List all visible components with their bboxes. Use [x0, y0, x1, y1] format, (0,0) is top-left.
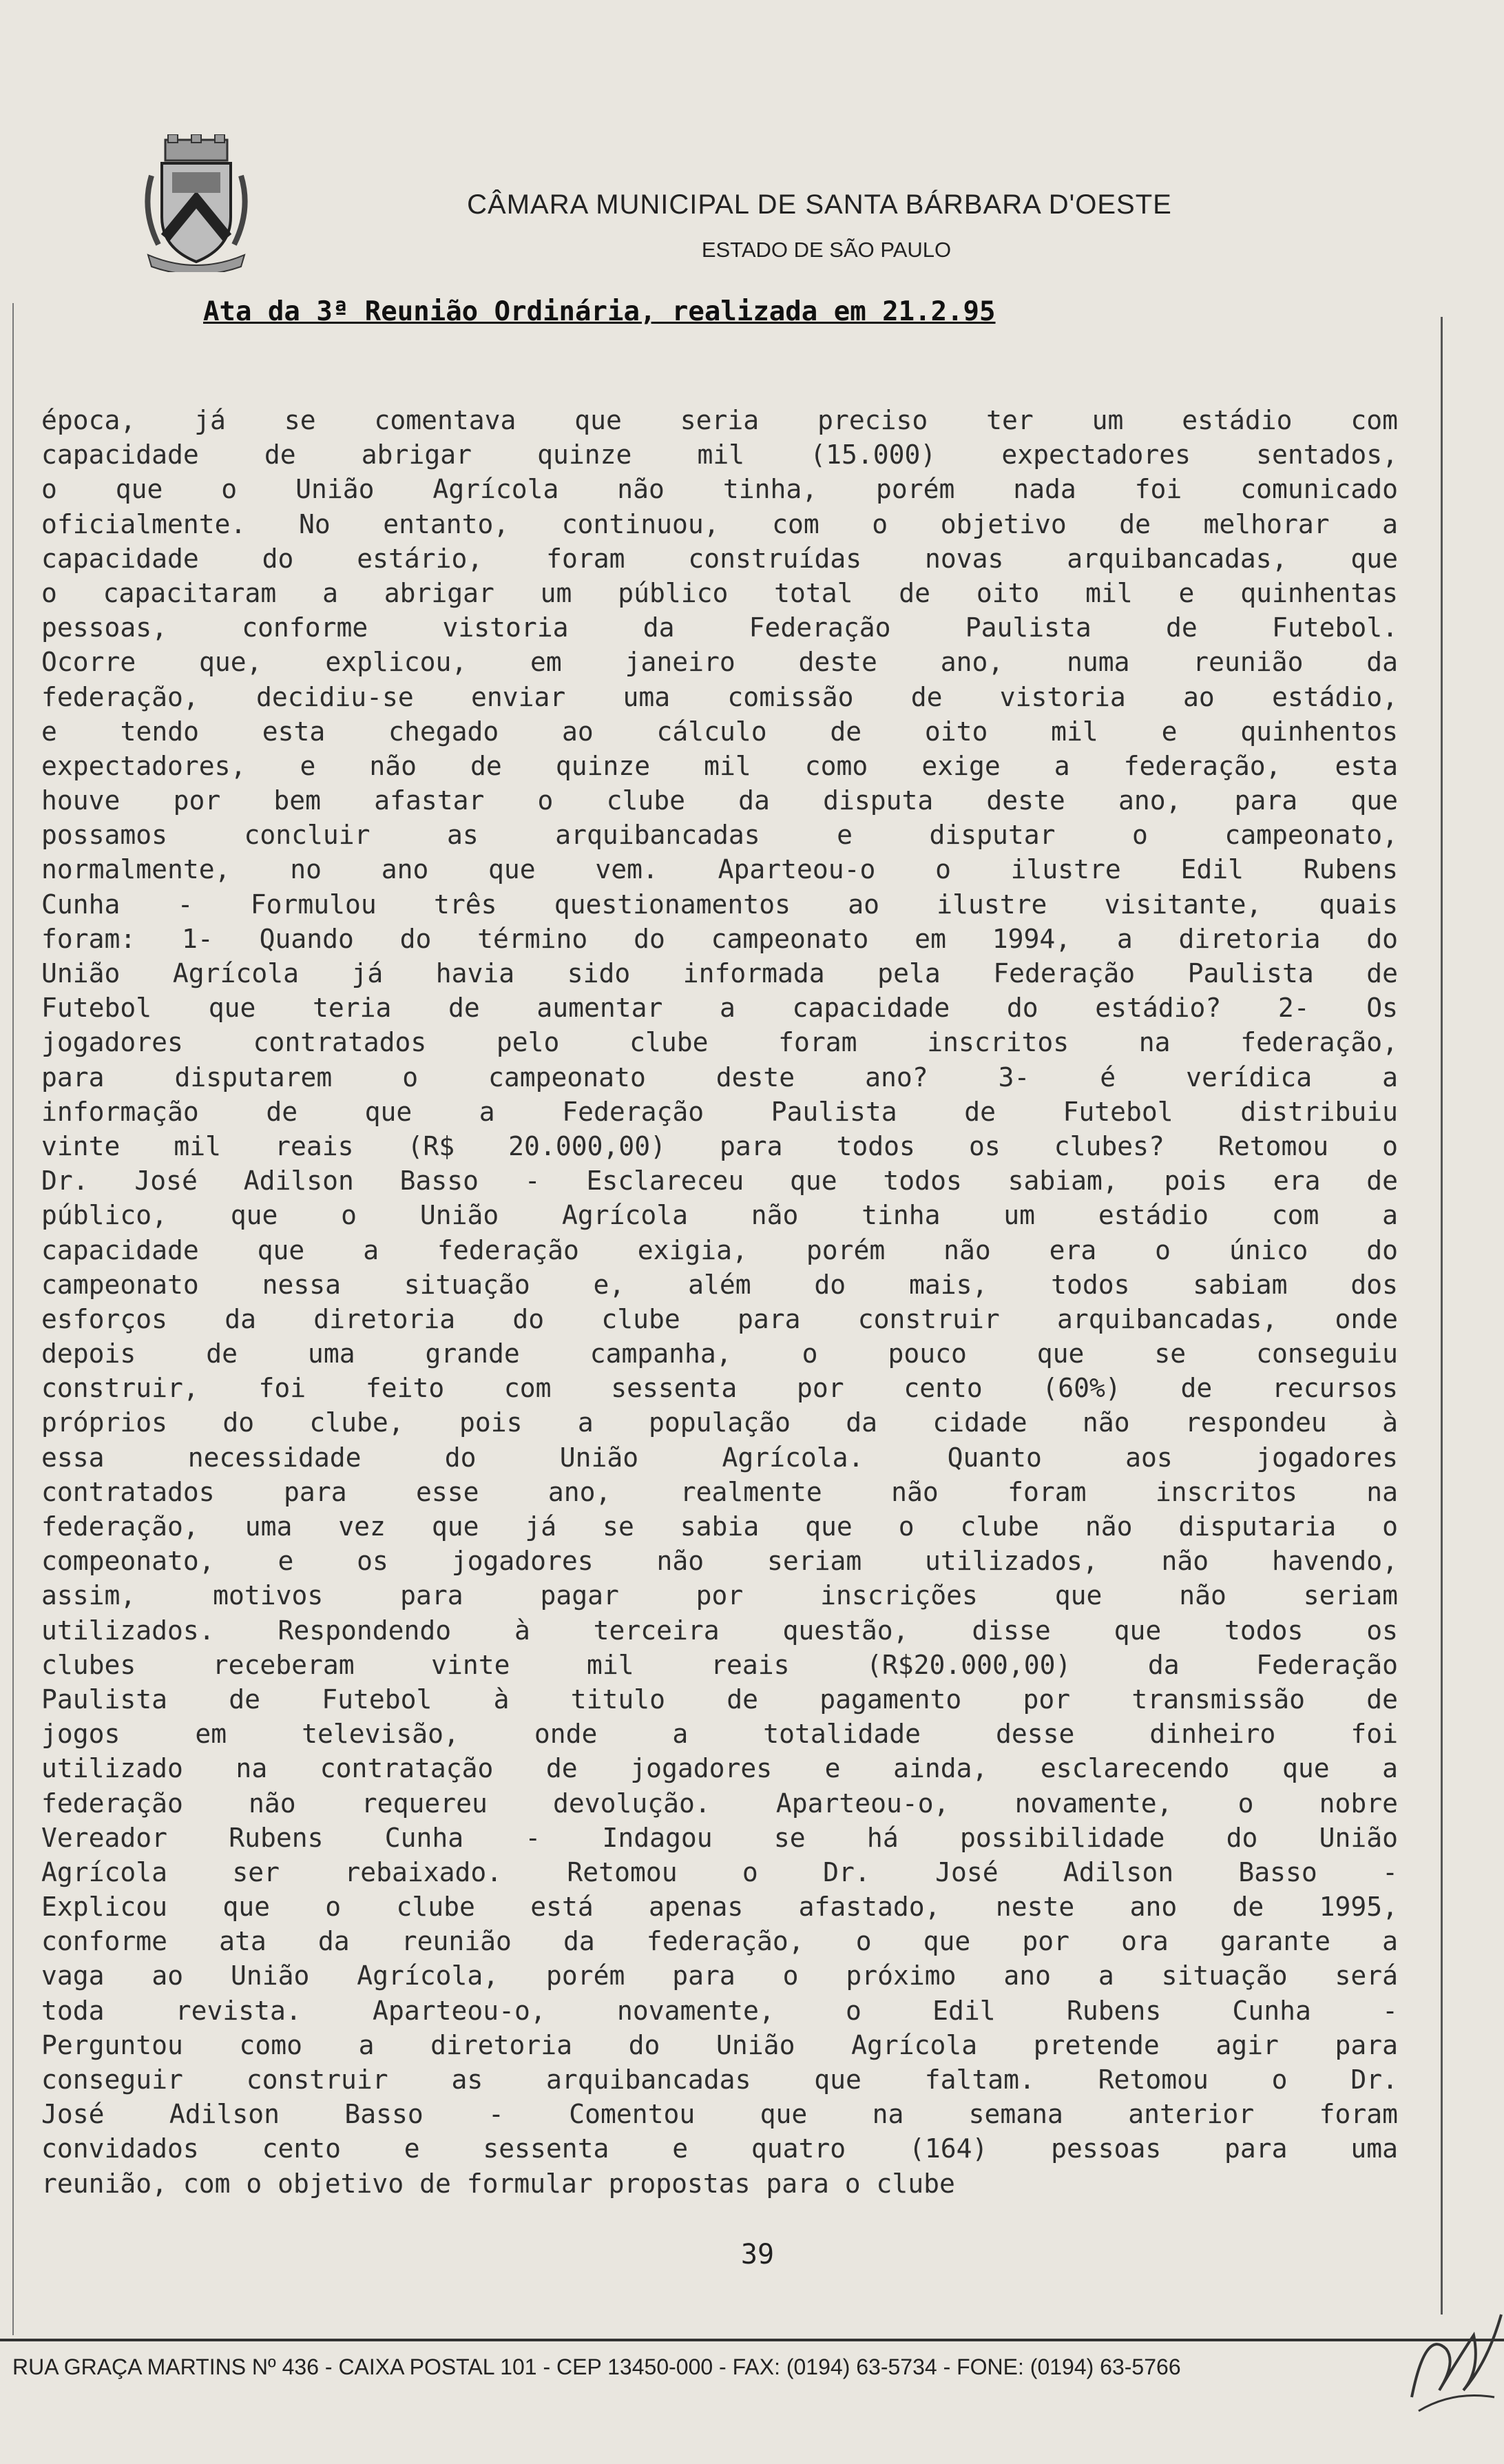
body-line: convidados cento e sessenta e quatro (164) pessoas para uma [41, 2133, 1398, 2164]
municipal-coat-of-arms [138, 134, 255, 272]
body-line: reunião, com o objetivo de formular propostas para o clube [41, 2168, 955, 2199]
body-line: essa necessidade do União Agrícola. Quanto aos jogadores [41, 1442, 1398, 1473]
body-line: houve por bem afastar o clube da disputa deste ano, para que [41, 785, 1398, 816]
body-line: o capacitaram a abrigar um público total de oito mil e quinhentas [41, 577, 1398, 608]
footer-rule [0, 2339, 1504, 2341]
body-line: campeonato nessa situação e, além do mais, todos sabiam dos [41, 1269, 1398, 1300]
minutes-body [41, 403, 1398, 2201]
body-line: oficialmente. No entanto, continuou, com o objetivo de melhorar a [41, 508, 1398, 539]
body-line: capacidade que a federação exigia, porém não era o único do [41, 1234, 1398, 1265]
body-line: conforme ata da reunião da federação, o que por ora garante a [41, 1926, 1398, 1957]
body-line: vinte mil reais (R$ 20.000,00) para todos os clubes? Retomou o [41, 1130, 1398, 1161]
document-title: Ata da 3ª Reunião Ordinária, realizada em 21.2.95 [203, 296, 996, 327]
body-line: federação não requereu devolução. Aparteou-o, novamente, o nobre [41, 1788, 1398, 1819]
body-line: toda revista. Aparteou-o, novamente, o Edil Rubens Cunha - [41, 1995, 1398, 2026]
body-line: Futebol que teria de aumentar a capacidade do estádio? 2- Os [41, 993, 1398, 1024]
body-line: contratados para esse ano, realmente não foram inscritos na [41, 1476, 1398, 1507]
body-line: e tendo esta chegado ao cálculo de oito mil e quinhentos [41, 716, 1398, 747]
body-line: público, que o União Agrícola não tinha um estádio com a [41, 1200, 1398, 1231]
body-line: Agrícola ser rebaixado. Retomou o Dr. José Adilson Basso - [41, 1856, 1398, 1887]
body-line: Perguntou como a diretoria do União Agrícola pretende agir para [41, 2029, 1398, 2060]
body-line: o que o União Agrícola não tinha, porém nada foi comunicado [41, 474, 1398, 505]
body-line: época, já se comentava que seria preciso ter um estádio com [41, 405, 1398, 435]
body-line: federação, uma vez que já se sabia que o clube não disputaria o [41, 1511, 1398, 1542]
body-line: compeonato, e os jogadores não seriam utilizados, não havendo, [41, 1546, 1398, 1577]
left-margin-rule [12, 303, 14, 2335]
body-line: conseguir construir as arquibancadas que faltam. Retomou o Dr. [41, 2064, 1398, 2095]
footer-address: RUA GRAÇA MARTINS Nº 436 - CAIXA POSTAL 101 - CEP 13450-000 - FAX: (0194) 63-5734 - FONE: (0194) 63-5766 [12, 2354, 1181, 2379]
body-line: União Agrícola já havia sido informada pela Federação Paulista de [41, 958, 1398, 988]
body-line: Vereador Rubens Cunha - Indagou se há possibilidade do União [41, 1822, 1398, 1853]
body-line: Ocorre que, explicou, em janeiro deste ano, numa reunião da [41, 647, 1398, 678]
body-line: foram: 1- Quando do término do campeonato em 1994, a diretoria do [41, 923, 1398, 954]
body-line: normalmente, no ano que vem. Aparteou-o o ilustre Edil Rubens [41, 854, 1398, 885]
organization-name: CÂMARA MUNICIPAL DE SANTA BÁRBARA D'OESTE [467, 189, 1172, 220]
body-line: vaga ao União Agrícola, porém para o próximo ano a situação será [41, 1960, 1398, 1991]
right-margin-rule [1441, 317, 1443, 2315]
body-line: possamos concluir as arquibancadas e disputar o campeonato, [41, 820, 1398, 851]
body-line: jogos em televisão, onde a totalidade desse dinheiro foi [41, 1719, 1398, 1750]
body-line: expectadores, e não de quinze mil como exige a federação, esta [41, 750, 1398, 781]
body-line: jogadores contratados pelo clube foram inscritos na federação, [41, 1027, 1398, 1058]
body-line: pessoas, conforme vistoria da Federação Paulista de Futebol. [41, 612, 1398, 643]
body-line: capacidade de abrigar quinze mil (15.000) expectadores sentados, [41, 439, 1398, 470]
body-line: para disputarem o campeonato deste ano? 3- é verídica a [41, 1062, 1398, 1093]
body-line: clubes receberam vinte mil reais (R$20.000,00) da Federação [41, 1649, 1398, 1680]
body-line: utilizados. Respondendo à terceira questão, disse que todos os [41, 1615, 1398, 1646]
body-line: capacidade do estário, foram construídas novas arquibancadas, que [41, 543, 1398, 574]
body-line: esforços da diretoria do clube para construir arquibancadas, onde [41, 1303, 1398, 1334]
body-line: próprios do clube, pois a população da cidade não respondeu à [41, 1407, 1398, 1438]
body-line: José Adilson Basso - Comentou que na semana anterior foram [41, 2099, 1398, 2130]
body-line: informação de que a Federação Paulista de Futebol distribuiu [41, 1096, 1398, 1127]
body-line: depois de uma grande campanha, o pouco que se conseguiu [41, 1338, 1398, 1369]
body-line: federação, decidiu-se enviar uma comissão de vistoria ao estádio, [41, 681, 1398, 712]
body-line: assim, motivos para pagar por inscrições que não seriam [41, 1580, 1398, 1611]
body-line: Cunha - Formulou três questionamentos ao ilustre visitante, quais [41, 889, 1398, 920]
body-line: Explicou que o clube está apenas afastado, neste ano de 1995, [41, 1892, 1398, 1923]
body-line: utilizado na contratação de jogadores e ainda, esclarecendo que a [41, 1753, 1398, 1784]
body-line: Paulista de Futebol à titulo de pagamento por transmissão de [41, 1684, 1398, 1715]
organization-state: ESTADO DE SÃO PAULO [701, 238, 952, 262]
page-number: 39 [740, 2239, 775, 2270]
body-line: construir, foi feito com sessenta por cento (60%) de recursos [41, 1373, 1398, 1404]
body-line: Dr. José Adilson Basso - Esclareceu que todos sabiam, pois era de [41, 1166, 1398, 1197]
